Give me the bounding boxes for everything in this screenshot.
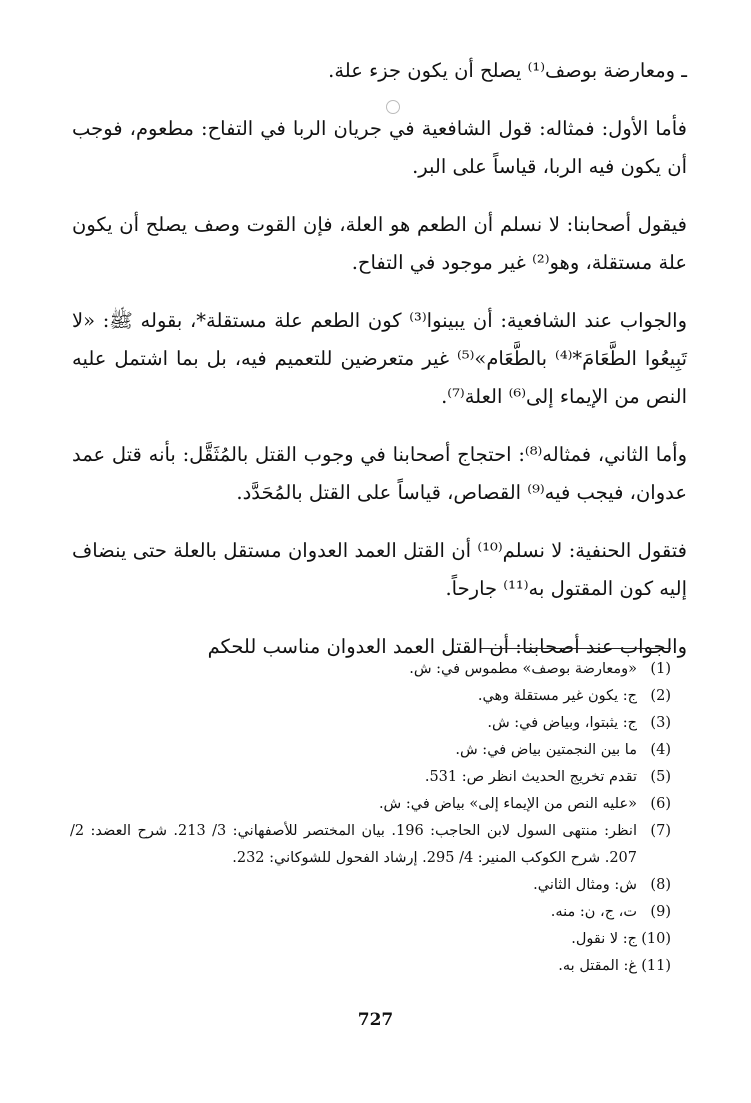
footnote-number: (7) [650,823,671,839]
footnote-number: (4) [650,742,671,758]
footnote-1 [70,656,671,683]
paragraph-6: فتقول الحنفية: لا نسلم⁽¹⁰⁾ أن القتل العمد العدوان مستقل بالعلة حتى ينضاف إليه كون المقتول به⁽¹¹⁾ جارحاً. [72,539,687,600]
footnote-3 [70,710,671,737]
footnote-7 [70,818,671,872]
footnote-number: (11) [641,958,671,974]
footnote-number: (6) [650,796,671,812]
footnote-text: «ومعارضة بوصف» مطموس في: ش. [409,661,637,677]
paragraph-7: والجواب عند أصحابنا: أن القتل العمد العدوان مناسب للحكم [207,635,687,658]
footnote-text: ج: يثبتوا، وبياض في: ش. [487,715,637,731]
paragraph-4: والجواب عند الشافعية: أن يبينوا⁽³⁾ كون الطعم علة مستقلة*، بقوله ﷺ: «لا تَبِيعُوا الطَّعَامَ*⁽⁴⁾ بالطَّعَام»⁽⁵⁾ غير متعرضين للتعميم فيه، بل بما اشتمل عليه النص من الإيماء إلى⁽⁶⁾ العلة⁽⁷⁾. [72,309,688,408]
footnote-4 [70,737,671,764]
footnote-5 [70,764,671,791]
footnote-11 [70,953,671,980]
footnote-text: انظر: منتهى السول لابن الحاجب: 196. بيان المختصر للأصفهاني: 3/ 213. شرح العضد: 2/ 207. شرح الكوكب المنير: 4/ 295. إرشاد الفحول للشوكاني: 232. [70,823,637,866]
paragraph-2: فأما الأول: فمثاله: قول الشافعية في جريان الربا في التفاح: مطعوم، فوجب أن يكون فيه الربا، قياساً على البر. [72,117,687,178]
footnote-text: «عليه النص من الإيماء إلى» بياض في: ش. [378,796,637,812]
footnote-10 [70,926,671,953]
paragraph-1: ـ ومعارضة بوصف⁽¹⁾ يصلح أن يكون جزء علة. [328,59,687,82]
footnote-number: (2) [650,688,671,704]
footnote-number: (10) [641,931,671,947]
footnote-text: ش: ومثال الثاني. [533,877,637,893]
footnote-text: تقدم تخريج الحديث انظر ص: 531. [424,769,637,785]
paragraph-3: فيقول أصحابنا: لا نسلم أن الطعم هو العلة، فإن القوت وصف يصلح أن يكون علة مستقلة، وهو⁽²⁾ غير موجود في التفاح. [72,213,687,274]
footnote-number: (3) [650,715,671,731]
footnote-text: ج: لا نقول. [571,931,637,947]
footnote-text: ت، ج، ن: منه. [550,904,637,920]
footnote-number: (5) [650,769,671,785]
footnote-number: (1) [650,661,671,677]
footnote-8 [70,872,671,899]
footnote-6 [70,791,671,818]
footnotes [70,656,671,980]
footnote-text: ما بين النجمتين بياض في: ش. [455,742,637,758]
footnote-2 [70,683,671,710]
paragraph-5: وأما الثاني، فمثاله⁽⁸⁾: احتجاج أصحابنا في وجوب القتل بالمُثَقَّل: بأنه قتل عمد عدوان، فيجب فيه⁽⁹⁾ القصاص، قياساً على القتل بالمُحَدَّد. [72,443,687,504]
footnote-text: ج: يكون غير مستقلة وهي. [477,688,637,704]
footnote-number: (8) [650,877,671,893]
footnote-text: غ: المقتل به. [558,958,637,974]
main-text [72,52,687,686]
footnote-number: (9) [650,904,671,920]
footnote-9 [70,899,671,926]
page-number: 727 [357,1010,394,1030]
footnote-divider [481,648,671,649]
